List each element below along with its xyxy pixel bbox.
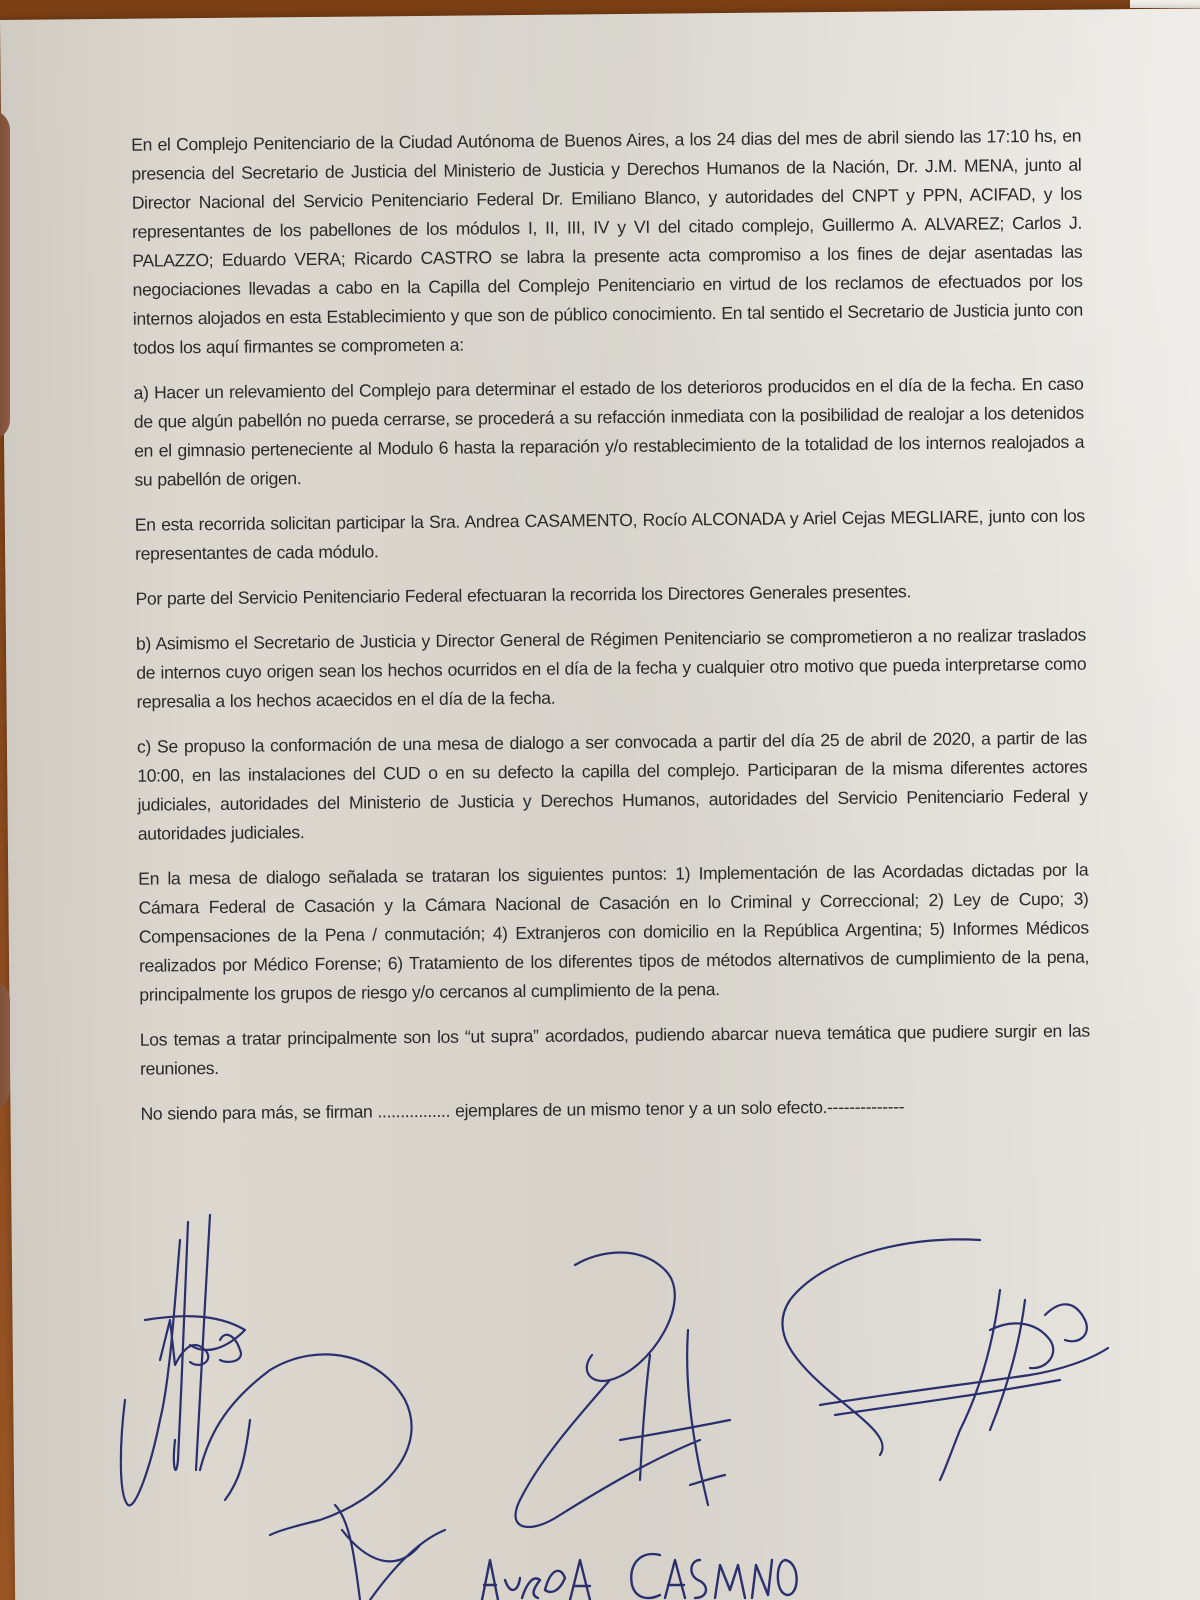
document-body	[131, 122, 1091, 1145]
topics-paragraph: Los temas a tratar principalmente son los “ut supra” acordados, pudiendo abarcar nueva temática que pudiere surgir en las reuniones.	[139, 1020, 1090, 1079]
item-c-paragraph: c) Se propuso la conformación de una mesa de dialogo a ser convocada a partir del día 25 de abril de 2020, a partir de las 10:00, en las instalaciones del CUD o en su defecto la capilla del complejo. Participaran de la misma diferentes actores judiciales, autoridades del Ministerio de Justicia y Derechos Humanos, autoridades del Servicio Penitenciario Federal y autoridades judiciales.	[136, 727, 1088, 844]
item-b-paragraph: b) Asimismo el Secretario de Justicia y Director General de Régimen Penitenciario se comprometieron a no realizar traslados de internos cuyo origen sean los hechos ocurridos en el día de la fecha y cualquier otro motivo que pueda interpretarse como represalia a los hechos acaecidos en el día de la fecha.	[135, 624, 1087, 712]
intro-paragraph: En el Complejo Penitenciario de la Ciudad Autónoma de Buenos Aires, a los 24 dias del mes de abril siendo las 17:10 hs, en presencia del Secretario de Justicia del Ministerio de Justicia y Derechos Humanos de la Nación, Dr. J.M. MENA, junto al Director Nacional del Servicio Penitenciario Federal Dr. Emiliano Blanco, y autoridades del CNPT y PPN, ACIFAD, y los representantes de los pabellones de los módulos I, II, III, IV y VI del citado complejo, Guillermo A. ALVAREZ; Carlos J. PALAZZO; Eduardo VERA; Ricardo CASTRO se labra la presente acta compromiso a los fines de dejar asentadas las negociaciones llevadas a cabo en la Capilla del Complejo Penitenciario en virtud de los reclamos de efectuados por los internos alojados en esta Establecimiento y que son de público conocimiento. En tal sentido el Secretario de Justicia junto con todos los aquí firmantes se comprometen a:	[131, 125, 1083, 358]
item-a-paragraph: a) Hacer un relevamiento del Complejo para determinar el estado de los deterioros producidos en el día de la fecha. En caso de que algún pabellón no pueda cerrarse, se procederá a su refacción inmediata con la posibilidad de realojar a los detenidos en el gimnasio perteneciente al Modulo 6 hasta la reparación y/o restablecimiento de la totalidad de los internos realojados a su pabellón de origen.	[133, 373, 1085, 490]
hand-thumb-bottom	[0, 980, 10, 1110]
participants-paragraph: En esta recorrida solicitan participar la Sra. Andrea CASAMENTO, Rocío ALCONADA y Ariel Cejas MEGLIARE, junto con los representantes de cada módulo.	[134, 505, 1085, 564]
closing-line: No siendo para más, se firman ................ ejemplares de un mismo tenor y a un solo efecto.--------------	[140, 1096, 905, 1124]
desk-background	[1130, 0, 1200, 8]
hand-thumb-top	[0, 110, 10, 440]
dialogue-points-paragraph: En la mesa de dialogo señalada se trataran los siguientes puntos: 1) Implementación de las Acordadas dictadas por la Cámara Federal de Casación y la Cámara Nacional de Casación en lo Criminal y Correccional; 2) Ley de Cupo; 3) Compensaciones de la Pena / conmutación; 4) Extranjeros con domicilio en la República Argentina; 5) Informes Médicos realizados por Médico Forense; 6) Tratamiento de los diferentes tipos de métodos alternativos de cumplimiento de la pena, principalmente los grupos de riesgo y/o cercanos al cumplimiento de la pena.	[138, 859, 1090, 1005]
spf-paragraph: Por parte del Servicio Penitenciario Federal efectuaran la recorrida los Directores Generales presentes.	[135, 581, 912, 609]
document-page	[0, 8, 1200, 1600]
